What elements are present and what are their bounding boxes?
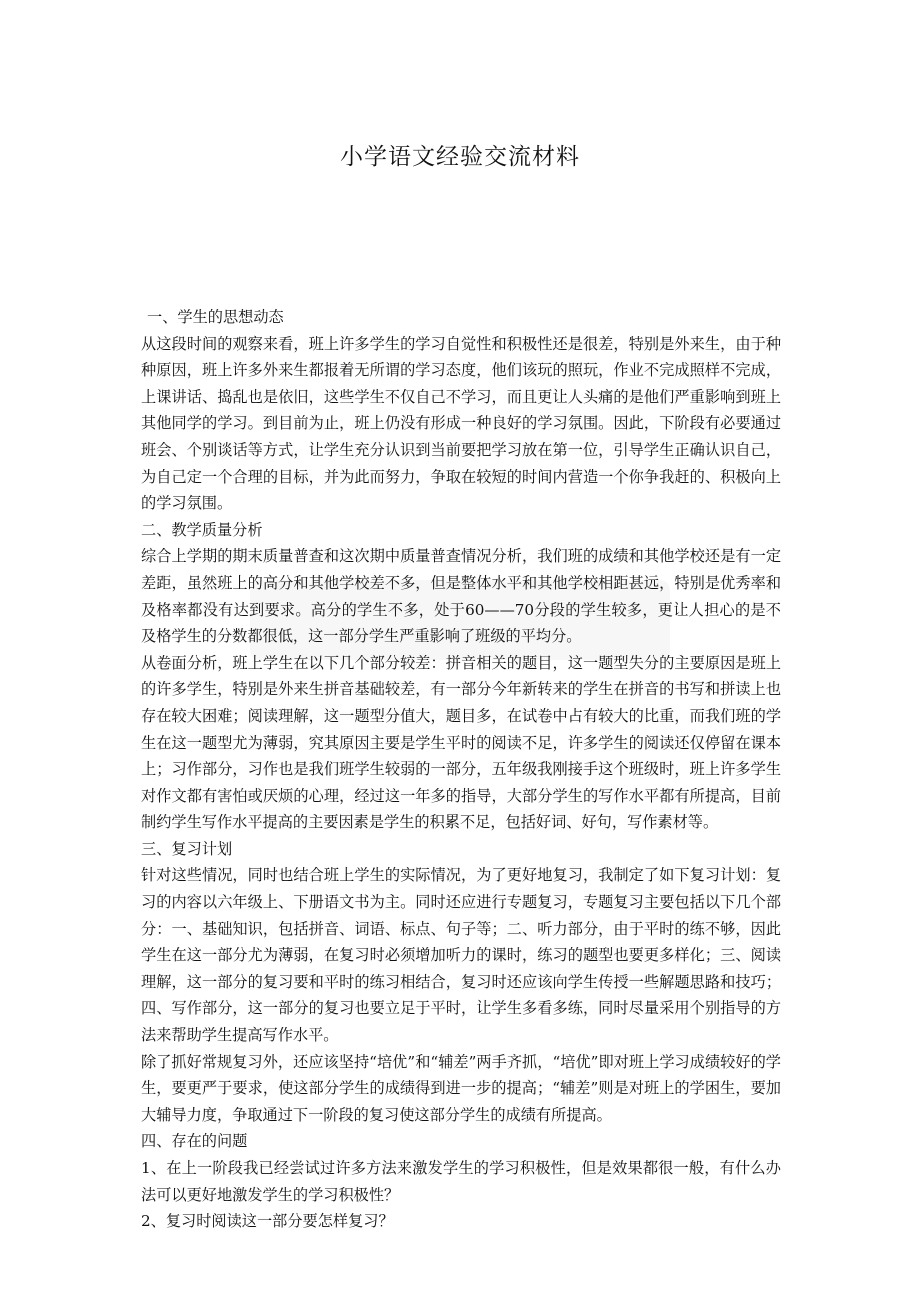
section-heading: 二、教学质量分析 [141, 520, 263, 539]
paragraph: 从卷面分析，班上学生在以下几个部分较差：拼音相关的题目，这一题型失分的主要原因是班上的许多学生，特别是外来生拼音基础较差，有一部分今年新转来的学生在拼音的书写和拼读上也存在较大困难；阅读理解，这一题型分值大，题目多，在试卷中占有较大的比重，而我们班的学生在这一题型尤为薄弱，究其原因主要是学生平时的阅读不足，许多学生的阅读还仅停留在课本上；习作部分，习作也是我们班学生较弱的一部分，五年级我刚接手这个班级时，班上许多学生对作文都有害怕或厌烦的心理，经过这一年多的指导，大部分学生的写作水平都有所提高，目前制约学生写作水平提高的主要因素是学生的积累不足，包括好词、好句，写作素材等。 [141, 653, 781, 832]
paragraph: 除了抓好常规复习外，还应该坚持“培优”和“辅差”两手齐抓，“培优”即对班上学习成绩较好的学生，要更严于要求，使这部分学生的成绩得到进一步的提高；“辅差”则是对班上的学困生，要加大辅导力度，争取通过下一阶段的复习使这部分学生的成绩有所提高。 [141, 1052, 781, 1124]
paragraph: 针对这些情况，同时也结合班上学生的实际情况，为了更好地复习，我制定了如下复习计划：复习的内容以六年级上、下册语文书为主。同时还应进行专题复习，专题复习主要包括以下几个部分：一、基础知识，包括拼音、词语、标点、句子等；二、听力部分，由于平时的练不够，因此学生在这一部分尤为薄弱，在复习时必须增加听力的课时，练习的题型也要更多样化；三、阅读理解，这一部分的复习要和平时的练习相结合，复习时还应该向学生传授一些解题思路和技巧；四、写作部分，这一部分的复习也要立足于平时，让学生多看多练，同时尽量采用个别指导的方法来帮助学生提高写作水平。 [141, 866, 781, 1045]
document-body [141, 304, 781, 1235]
section-heading: 四、存在的问题 [141, 1132, 248, 1151]
paragraph: 从这段时间的观察来看，班上许多学生的学习自觉性和积极性还是很差，特别是外来生，由于种种原因，班上许多外来生都报着无所谓的学习态度，他们该玩的照玩，作业不完成照样不完成，上课讲话、捣乱也是依旧，这些学生不仅自己不学习，而且更让人头痛的是他们严重影响到班上其他同学的学习。到目前为止，班上仍没有形成一种良好的学习氛围。因此，下阶段有必要通过班会、个别谈话等方式，让学生充分认识到当前要把学习放在第一位，引导学生正确认识自己，为自己定一个合理的目标，并为此而努力，争取在较短的时间内营造一个你争我赶的、积极向上的学习氛围。 [141, 334, 781, 513]
paragraph: 2、复习时阅读这一部分要怎样复习？ [141, 1212, 394, 1231]
section-heading: 三、复习计划 [141, 839, 233, 858]
section-heading: 一、学生的思想动态 [147, 308, 284, 326]
paragraph: 综合上学期的期末质量普查和这次期中质量普查情况分析，我们班的成绩和其他学校还是有一定差距，虽然班上的高分和其他学校差不多，但是整体水平和其他学校相距甚远，特别是优秀率和及格率都没有达到要求。高分的学生不多，处于60——70分段的学生较多，更让人担心的是不及格学生的分数都很低，这一部分学生严重影响了班级的平均分。 [141, 547, 781, 646]
document-title: 小学语文经验交流材料 [340, 144, 580, 170]
paragraph: 1、在上一阶段我已经尝试过许多方法来激发学生的学习积极性，但是效果都很一般，有什么办法可以更好地激发学生的学习积极性？ [141, 1159, 781, 1204]
